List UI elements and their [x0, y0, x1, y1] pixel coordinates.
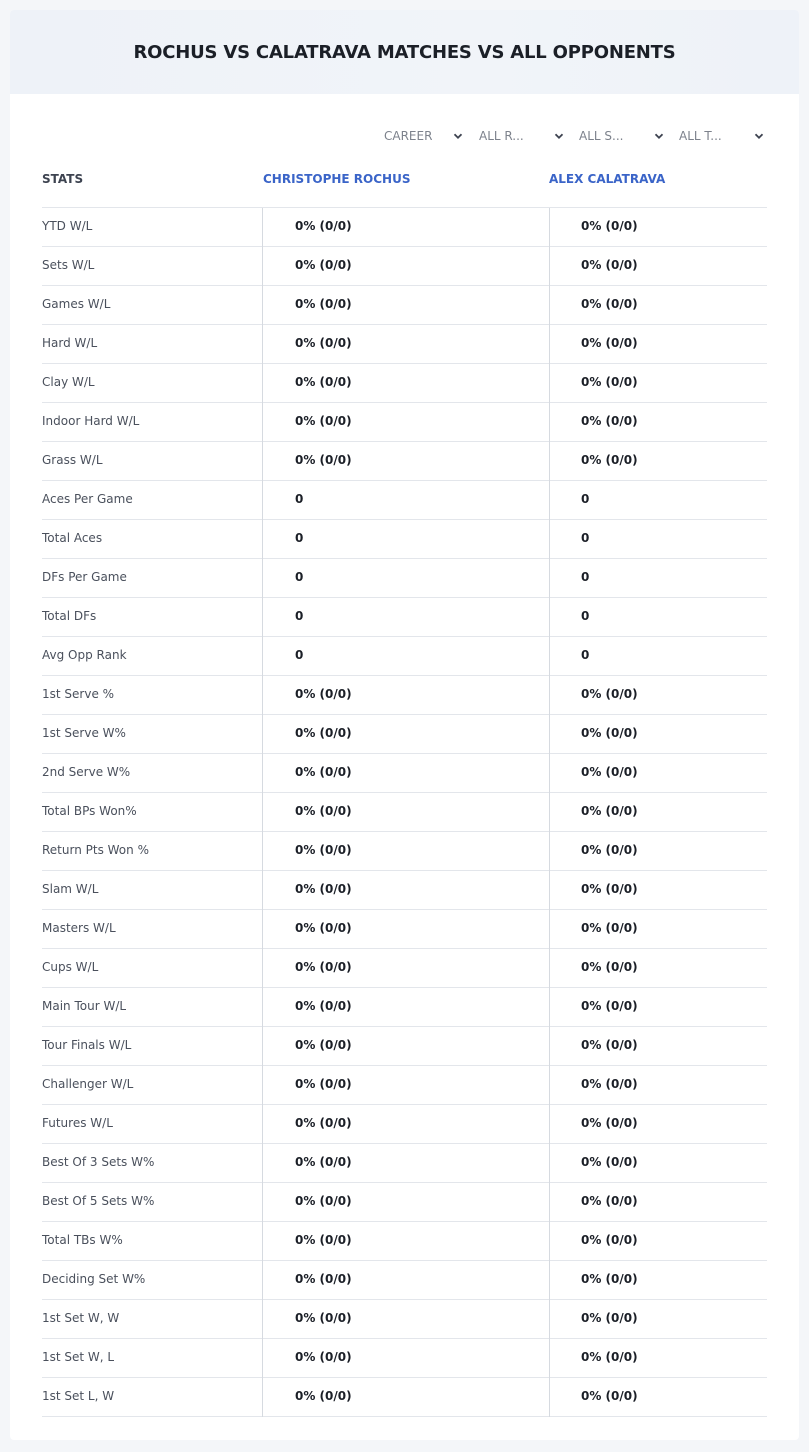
- player2-value: 0% (0/0): [581, 1389, 638, 1403]
- player2-value: 0% (0/0): [581, 414, 638, 428]
- table-header: [42, 160, 767, 208]
- player1-value: 0% (0/0): [295, 1233, 352, 1247]
- player1-value: 0% (0/0): [295, 882, 352, 896]
- player2-value: 0% (0/0): [581, 726, 638, 740]
- player2-value: 0% (0/0): [581, 1077, 638, 1091]
- player2-value: 0% (0/0): [581, 258, 638, 272]
- player2-value: 0% (0/0): [581, 219, 638, 233]
- filter-label: CAREER: [384, 129, 433, 143]
- stat-label: Total TBs W%: [42, 1233, 123, 1247]
- table-row: [42, 442, 767, 481]
- column-header-player1[interactable]: CHRISTOPHE ROCHUS: [263, 172, 411, 186]
- table-row: [42, 559, 767, 598]
- table-body: [42, 208, 767, 1417]
- column-header-stats: STATS: [42, 172, 84, 186]
- player1-value: 0% (0/0): [295, 375, 352, 389]
- stat-label: Tour Finals W/L: [42, 1038, 132, 1052]
- player2-value: 0% (0/0): [581, 1038, 638, 1052]
- table-row: [42, 754, 767, 793]
- filter-tournament-select[interactable]: [679, 126, 765, 146]
- player1-value: 0% (0/0): [295, 336, 352, 350]
- player1-value: 0% (0/0): [295, 219, 352, 233]
- column-divider: [549, 208, 550, 1417]
- table-row: [42, 1105, 767, 1144]
- player1-value: 0% (0/0): [295, 999, 352, 1013]
- table-row: [42, 949, 767, 988]
- chevron-down-icon: [653, 130, 665, 142]
- stat-label: 1st Serve W%: [42, 726, 126, 740]
- player1-value: 0% (0/0): [295, 960, 352, 974]
- player1-value: 0% (0/0): [295, 1116, 352, 1130]
- stat-label: Sets W/L: [42, 258, 95, 272]
- player2-value: 0% (0/0): [581, 882, 638, 896]
- table-row: [42, 1339, 767, 1378]
- player2-value: 0% (0/0): [581, 1311, 638, 1325]
- table-row: [42, 403, 767, 442]
- stat-label: Slam W/L: [42, 882, 99, 896]
- stat-label: 1st Serve %: [42, 687, 115, 701]
- player2-value: 0% (0/0): [581, 375, 638, 389]
- filter-round-select[interactable]: [479, 126, 565, 146]
- filter-period-select[interactable]: [384, 126, 464, 146]
- player2-value: 0: [581, 609, 590, 623]
- player2-value: 0% (0/0): [581, 1194, 638, 1208]
- table-row: [42, 832, 767, 871]
- chevron-down-icon: [452, 130, 464, 142]
- table-row: [42, 637, 767, 676]
- stat-label: Clay W/L: [42, 375, 95, 389]
- table-row: [42, 676, 767, 715]
- table-row: [42, 1300, 767, 1339]
- table-row: [42, 871, 767, 910]
- stat-label: 2nd Serve W%: [42, 765, 131, 779]
- filter-bar: [10, 126, 799, 146]
- table-row: [42, 208, 767, 247]
- player2-value: 0% (0/0): [581, 999, 638, 1013]
- player2-value: 0: [581, 648, 590, 662]
- stats-card: [10, 10, 799, 1440]
- stat-label: 1st Set L, W: [42, 1389, 115, 1403]
- chevron-down-icon: [553, 130, 565, 142]
- column-header-player2[interactable]: ALEX CALATRAVA: [549, 172, 666, 186]
- stat-label: Best Of 3 Sets W%: [42, 1155, 155, 1169]
- player1-value: 0% (0/0): [295, 765, 352, 779]
- player1-value: 0% (0/0): [295, 1038, 352, 1052]
- table-row: [42, 325, 767, 364]
- table-row: [42, 1027, 767, 1066]
- stat-label: 1st Set W, L: [42, 1350, 115, 1364]
- column-divider: [262, 208, 263, 1417]
- player1-value: 0% (0/0): [295, 843, 352, 857]
- player2-value: 0% (0/0): [581, 297, 638, 311]
- player1-value: 0: [295, 609, 304, 623]
- stats-table: [42, 160, 767, 1417]
- filter-surface-select[interactable]: [579, 126, 665, 146]
- table-row: [42, 598, 767, 637]
- table-row: [42, 910, 767, 949]
- table-row: [42, 286, 767, 325]
- player1-value: 0% (0/0): [295, 1155, 352, 1169]
- stat-label: Grass W/L: [42, 453, 103, 467]
- player2-value: 0% (0/0): [581, 843, 638, 857]
- stat-label: Aces Per Game: [42, 492, 133, 506]
- player2-value: 0% (0/0): [581, 1233, 638, 1247]
- stat-label: Avg Opp Rank: [42, 648, 127, 662]
- player2-value: 0: [581, 531, 590, 545]
- stat-label: Futures W/L: [42, 1116, 113, 1130]
- player2-value: 0% (0/0): [581, 1272, 638, 1286]
- stat-label: Hard W/L: [42, 336, 98, 350]
- player1-value: 0% (0/0): [295, 414, 352, 428]
- player1-value: 0% (0/0): [295, 726, 352, 740]
- player1-value: 0% (0/0): [295, 453, 352, 467]
- stat-label: Indoor Hard W/L: [42, 414, 140, 428]
- player1-value: 0% (0/0): [295, 1272, 352, 1286]
- chevron-down-icon: [753, 130, 765, 142]
- stat-label: Return Pts Won %: [42, 843, 149, 857]
- player2-value: 0% (0/0): [581, 1116, 638, 1130]
- filter-label: ALL R...: [479, 129, 524, 143]
- player1-value: 0% (0/0): [295, 258, 352, 272]
- filter-label: ALL T...: [679, 129, 722, 143]
- player2-value: 0% (0/0): [581, 1155, 638, 1169]
- player1-value: 0% (0/0): [295, 1311, 352, 1325]
- player1-value: 0: [295, 531, 304, 545]
- table-row: [42, 988, 767, 1027]
- stat-label: Total BPs Won%: [42, 804, 137, 818]
- table-row: [42, 247, 767, 286]
- player2-value: 0% (0/0): [581, 921, 638, 935]
- player1-value: 0% (0/0): [295, 1350, 352, 1364]
- table-row: [42, 1378, 767, 1417]
- stat-label: Deciding Set W%: [42, 1272, 146, 1286]
- player1-value: 0% (0/0): [295, 1194, 352, 1208]
- player1-value: 0% (0/0): [295, 687, 352, 701]
- player2-value: 0% (0/0): [581, 960, 638, 974]
- stat-label: 1st Set W, W: [42, 1311, 120, 1325]
- player1-value: 0: [295, 570, 304, 584]
- player1-value: 0% (0/0): [295, 1389, 352, 1403]
- stat-label: DFs Per Game: [42, 570, 127, 584]
- stat-label: Total Aces: [42, 531, 103, 545]
- player2-value: 0: [581, 570, 590, 584]
- table-row: [42, 364, 767, 403]
- stat-label: Total DFs: [42, 609, 97, 623]
- player1-value: 0% (0/0): [295, 804, 352, 818]
- page-title: ROCHUS VS CALATRAVA MATCHES VS ALL OPPONENTS: [133, 41, 676, 63]
- player2-value: 0% (0/0): [581, 336, 638, 350]
- table-row: [42, 793, 767, 832]
- stat-label: YTD W/L: [42, 219, 93, 233]
- table-row: [42, 1183, 767, 1222]
- table-row: [42, 1066, 767, 1105]
- player2-value: 0% (0/0): [581, 765, 638, 779]
- table-row: [42, 1222, 767, 1261]
- table-row: [42, 520, 767, 559]
- player2-value: 0% (0/0): [581, 804, 638, 818]
- card-header: [10, 10, 799, 94]
- player2-value: 0% (0/0): [581, 687, 638, 701]
- stat-label: Masters W/L: [42, 921, 116, 935]
- player2-value: 0% (0/0): [581, 453, 638, 467]
- player1-value: 0% (0/0): [295, 297, 352, 311]
- filter-label: ALL S...: [579, 129, 624, 143]
- player1-value: 0% (0/0): [295, 1077, 352, 1091]
- stat-label: Best Of 5 Sets W%: [42, 1194, 155, 1208]
- table-row: [42, 481, 767, 520]
- player1-value: 0% (0/0): [295, 921, 352, 935]
- stat-label: Challenger W/L: [42, 1077, 134, 1091]
- table-row: [42, 1261, 767, 1300]
- player2-value: 0% (0/0): [581, 1350, 638, 1364]
- player2-value: 0: [581, 492, 590, 506]
- stat-label: Main Tour W/L: [42, 999, 127, 1013]
- table-row: [42, 1144, 767, 1183]
- stat-label: Cups W/L: [42, 960, 99, 974]
- table-row: [42, 715, 767, 754]
- stat-label: Games W/L: [42, 297, 111, 311]
- player1-value: 0: [295, 648, 304, 662]
- player1-value: 0: [295, 492, 304, 506]
